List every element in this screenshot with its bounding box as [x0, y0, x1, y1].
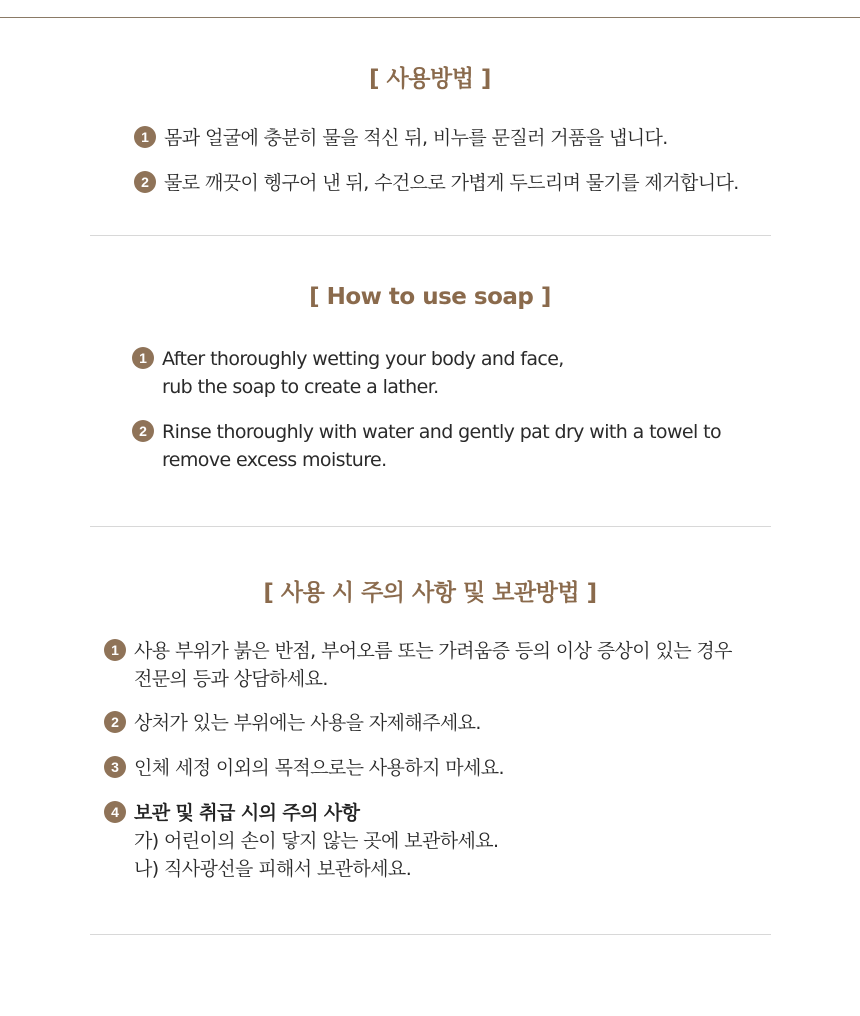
step-line: 사용 부위가 붉은 반점, 부어오름 또는 가려움증 등의 이상 증상이 있는 경우 [134, 640, 732, 662]
step-text [164, 124, 668, 152]
usage-step-2 [134, 169, 739, 197]
step-text [134, 709, 481, 737]
step-line: 가) 어린이의 손이 닿지 않는 곳에 보관하세요. [134, 830, 499, 852]
precaution-step-1 [104, 637, 732, 693]
step-line: 전문의 등과 상담하세요. [134, 668, 328, 690]
step-number-badge: 2 [132, 420, 154, 442]
step-number-badge: 1 [132, 347, 154, 369]
section-divider [90, 235, 771, 236]
section-divider [90, 934, 771, 935]
step-line: 상처가 있는 부위에는 사용을 자제해주세요. [134, 712, 481, 734]
step-text [164, 169, 739, 197]
usage-step-1-english [132, 345, 564, 401]
precautions-title: [ 사용 시 주의 사항 및 보관방법 ] [263, 580, 597, 606]
precaution-step-3 [104, 754, 504, 782]
top-rule [0, 17, 860, 18]
precaution-step-2 [104, 709, 481, 737]
step-line: Rinse thoroughly with water and gently pat dry with a towel to [162, 421, 721, 443]
step-line: 물로 깨끗이 헹구어 낸 뒤, 수건으로 가볍게 두드리며 물기를 제거합니다. [164, 172, 739, 194]
precaution-step-4 [104, 799, 498, 883]
step-text [134, 637, 732, 693]
step-line: remove excess moisture. [162, 449, 387, 471]
step-number-badge: 3 [104, 756, 126, 778]
step-line: After thoroughly wetting your body and face, [162, 348, 564, 370]
step-number-badge: 1 [104, 639, 126, 661]
step-number-badge: 1 [134, 126, 156, 148]
step-line: 인체 세정 이외의 목적으로는 사용하지 마세요. [134, 757, 504, 779]
usage-step-1 [134, 124, 668, 152]
usage-title-english: [ How to use soap ] [309, 284, 551, 310]
step-text [162, 345, 564, 401]
step-line: 나) 직사광선을 피해서 보관하세요. [134, 858, 412, 880]
step-line: 몸과 얼굴에 충분히 물을 적신 뒤, 비누를 문질러 거품을 냅니다. [164, 127, 668, 149]
usage-step-2-english [132, 418, 721, 474]
section-divider [90, 526, 771, 527]
step-heading: 보관 및 취급 시의 주의 사항 [134, 802, 360, 824]
step-text [162, 418, 721, 474]
usage-title-korean: [ 사용방법 ] [369, 66, 491, 92]
step-text [134, 799, 498, 883]
step-number-badge: 4 [104, 801, 126, 823]
step-text [134, 754, 504, 782]
step-line: rub the soap to create a lather. [162, 376, 439, 398]
step-number-badge: 2 [134, 171, 156, 193]
step-number-badge: 2 [104, 711, 126, 733]
